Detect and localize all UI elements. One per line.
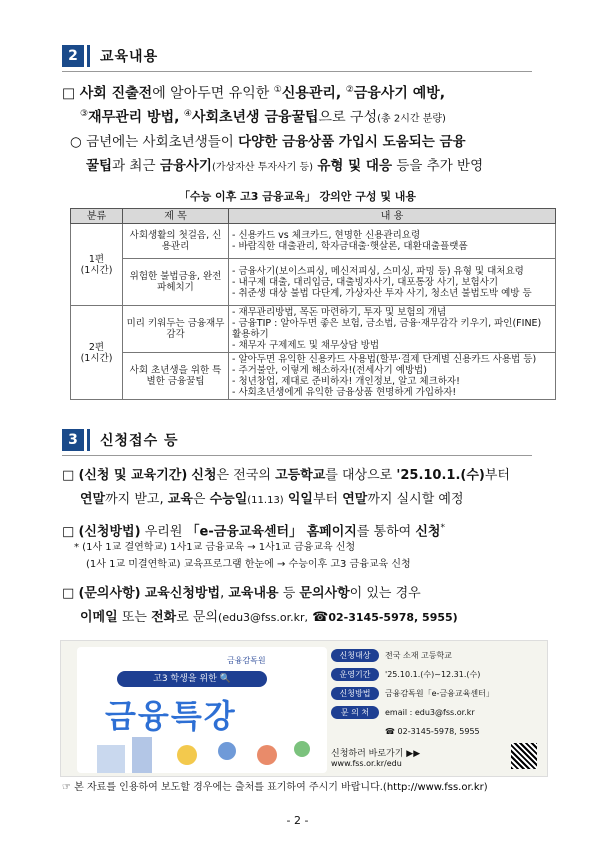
page-number: - 2 - — [286, 814, 309, 827]
table-row — [71, 259, 556, 306]
text: 본 자료를 인용하여 보도할 경우에는 출처를 표기하여 주시기 바랍니다.( — [74, 782, 387, 793]
row-title: 사회생활의 첫걸음, 신용관리 — [123, 224, 229, 259]
text-bold: 교육내용 — [228, 586, 279, 601]
text: ) — [483, 782, 488, 793]
section-title: 신청접수 등 — [100, 433, 179, 449]
sup: ① — [273, 85, 282, 95]
banner-label: 신청대상 — [331, 649, 379, 662]
text: 부터 — [484, 468, 510, 483]
banner-row — [331, 647, 541, 664]
text-bold: 연말 — [80, 492, 106, 507]
para-update — [70, 130, 466, 154]
section-header-2 — [62, 44, 158, 68]
text-bold: 금융사기 예방, — [353, 85, 446, 102]
banner-url[interactable]: www.fss.or.kr/edu — [331, 759, 402, 768]
list-item: - 내구제 대출, 대리입금, 대출빙자사기, 대포통장 사기, 보험사기 — [232, 276, 499, 288]
category-sub: (1시간) — [80, 264, 113, 276]
banner-value: email : edu3@fss.or.kr — [385, 708, 475, 717]
text-bold: 전화 — [151, 610, 177, 625]
text-bold: 「e-금융교육센터」 홈페이지 — [186, 524, 357, 540]
text: 은 전국의 — [216, 468, 271, 483]
row-title: 위험한 불법금융, 완전 파헤치기 — [123, 259, 229, 306]
text: 를 통하여 — [356, 524, 412, 540]
text-bold: 다양한 금융상품 가입시 도움되는 금융 — [238, 134, 466, 150]
sup: ④ — [183, 109, 192, 119]
bullet-circle: ○ — [70, 134, 82, 150]
text-bold: 사회 진출전 — [79, 85, 153, 102]
list-item: - 취준생 대상 불법 다단계, 가상자산 투자 사기, 청소년 불법도박 예방 등 — [232, 287, 532, 299]
text-bold: '25.10.1.(수) — [396, 468, 485, 483]
category-label: 2편 — [88, 341, 105, 353]
qr-code-icon — [511, 743, 537, 769]
pointing-hand-icon: ☞ — [62, 782, 71, 793]
para-update-2 — [86, 154, 483, 180]
section-header-3 — [62, 428, 179, 452]
category-cell — [71, 224, 123, 306]
text-small: (11.13) — [247, 495, 284, 506]
category-label: 1편 — [88, 253, 105, 265]
para-inquiry-2 — [80, 606, 458, 630]
table-row — [71, 224, 556, 259]
text: 등을 추가 반영 — [396, 158, 484, 174]
banner-label: 문 의 처 — [331, 706, 379, 719]
category-sub: (1시간) — [80, 352, 113, 364]
list-item: - 신용카드 vs 체크카드, 현명한 신용관리요령 — [232, 230, 421, 241]
text-bold: 익일 — [287, 492, 313, 507]
text-bold: (문의사항) — [78, 586, 141, 601]
banner-cta[interactable]: 신청하러 바로가기 ▶▶ — [331, 749, 421, 759]
text-bold: 유형 및 대응 — [317, 158, 392, 174]
text-bold: 사회초년생 금융꿀팁 — [191, 109, 319, 126]
banner-row — [331, 685, 541, 702]
text-bold: (신청 및 교육기간) — [78, 468, 188, 483]
row-content — [229, 259, 556, 306]
phone-text: 02-3145-5978, 5955) — [328, 611, 458, 624]
text-bold: 신청 — [191, 468, 217, 483]
bullet-square: □ — [62, 468, 75, 483]
row-content — [229, 224, 556, 259]
text-bold: 교육신청방법 — [144, 586, 221, 601]
banner-row — [331, 704, 541, 721]
banner-illustration-icon — [77, 733, 327, 773]
para-inquiry — [62, 582, 421, 606]
citation-note — [62, 780, 488, 796]
fss-link[interactable]: http://www.fss.or.kr — [386, 782, 484, 793]
section-bar — [87, 429, 90, 451]
sup: ③ — [80, 109, 89, 119]
row-content — [229, 306, 556, 353]
banner-value: '25.10.1.(수)~12.31.(수) — [385, 670, 481, 679]
banner-row — [331, 723, 541, 740]
text: 금년에는 사회초년생들이 — [86, 134, 234, 150]
list-item: - 바람직한 대출관리, 학자금대출·햇살론, 대환대출플랫폼 — [232, 241, 468, 252]
text: 로 문의 — [176, 610, 219, 625]
section-underline — [62, 455, 532, 456]
banner-info — [331, 647, 541, 768]
table-header: 분류 — [71, 209, 123, 224]
curriculum-table — [70, 208, 556, 400]
text-bold: 재무관리 방법, — [88, 109, 180, 126]
text: 등 — [282, 586, 296, 601]
table-row — [71, 353, 556, 400]
text: 까지 실시할 예정 — [367, 492, 464, 507]
text: 까지 받고, — [105, 492, 164, 507]
text-bold: 고등학교 — [275, 468, 326, 483]
para-period — [62, 464, 510, 488]
text-small: (총 2시간 분량) — [377, 113, 446, 125]
banner-value: ☎ 02-3145-5978, 5955 — [385, 727, 480, 736]
text-bold: 꿀팁 — [86, 158, 113, 174]
list-item: - 알아두면 유익한 신용카드 사용법(할부·결제 단계별 신용카드 사용법 등) — [232, 354, 537, 365]
text: 우리원 — [144, 524, 183, 540]
note-1: * (1사 1교 결연학교) 1사1교 금융교육 → 1사1교 금융교육 신청 — [74, 542, 356, 553]
list-item: - 주거불안, 이렇게 해소하자!(전세사기 예방법) — [232, 365, 427, 376]
note-2: (1사 1교 미결연학교) 교육프로그램 한눈에 → 수능이후 고3 금융교육 신청 — [86, 559, 411, 570]
row-title: 미리 키워두는 금융재무 감각 — [123, 306, 229, 353]
table-title: 「수능 이후 고3 금융교육」 강의안 구성 및 내용 — [178, 190, 417, 203]
text: 또는 — [121, 610, 147, 625]
banner-pill: 고3 학생을 위한 🔍 — [117, 671, 267, 687]
text-bold: (신청방법) — [78, 524, 141, 540]
section-number: 2 — [62, 45, 84, 67]
text: , — [220, 586, 225, 601]
text-bold: 금융사기 — [159, 158, 212, 174]
bullet-square: □ — [62, 85, 76, 102]
row-content — [229, 353, 556, 400]
list-item: - 청년창업, 제대로 준비하자! 개인정보, 알고 체크하자! — [232, 376, 460, 387]
para-composition-2 — [80, 102, 446, 132]
text-bold: 연말 — [342, 492, 368, 507]
text: 으로 구성 — [318, 109, 378, 126]
table-header: 내 용 — [229, 209, 556, 224]
list-item: - 채무자 구제제도 및 채무상담 방법 — [232, 340, 380, 351]
section-title: 교육내용 — [100, 49, 159, 65]
category-cell — [71, 306, 123, 400]
list-item: - 사회초년생에게 유익한 금융상품 현명하게 가입하자! — [232, 387, 457, 398]
table-row — [71, 306, 556, 353]
sup: * — [440, 523, 445, 533]
text-bold: 수능일 — [209, 492, 248, 507]
text: 를 대상으로 — [325, 468, 393, 483]
list-item: - 금융사기(보이스피싱, 메신저피싱, 스미싱, 파밍 등) 유형 및 대처요령 — [232, 265, 524, 277]
text-bold: 문의사항 — [299, 586, 350, 601]
fss-logo: 금융감독원 — [227, 656, 266, 665]
banner-row — [331, 666, 541, 683]
text-bold: 신용관리, — [281, 85, 342, 102]
table-header: 제 목 — [123, 209, 229, 224]
banner-value: 금융감독원「e-금융교육센터」 — [385, 689, 494, 698]
text: 과 최근 — [112, 158, 156, 174]
promo-banner — [60, 640, 548, 777]
bullet-square: □ — [62, 524, 75, 540]
text: 부터 — [312, 492, 339, 507]
banner-label: 신청방법 — [331, 687, 379, 700]
banner-title: 금융특강 — [105, 697, 237, 735]
email-text: (edu3@fss.or.kr, — [218, 611, 309, 624]
list-item: - 재무관리방법, 목돈 마련하기, 투자 및 보험의 개념 — [232, 307, 447, 318]
text: 은 — [192, 492, 206, 507]
banner-value: 전국 소재 고등학교 — [385, 651, 452, 660]
section-underline — [62, 71, 532, 72]
text: 이 있는 경우 — [349, 586, 421, 601]
para-period-2 — [80, 488, 464, 513]
phone-icon: ☎ — [312, 610, 329, 625]
text-bold: 신청 — [415, 524, 441, 540]
banner-label: 운영기간 — [331, 668, 379, 681]
row-title: 사회 초년생을 위한 특별한 금융꿀팁 — [123, 353, 229, 400]
section-number: 3 — [62, 429, 84, 451]
sup: ② — [345, 85, 354, 95]
text: 에 알아두면 유익한 — [152, 85, 270, 102]
text-small: (가상자산 투자사기 등) — [211, 162, 314, 173]
text-bold: 이메일 — [80, 610, 118, 625]
bullet-square: □ — [62, 586, 75, 601]
list-item: - 금융TIP : 알아두면 좋은 보험, 금소법, 금융·재무감각 키우기, 파인(FINE) 활용하기 — [232, 318, 542, 340]
text-bold: 교육 — [167, 492, 193, 507]
banner-left — [77, 647, 327, 773]
section-bar — [87, 45, 90, 67]
